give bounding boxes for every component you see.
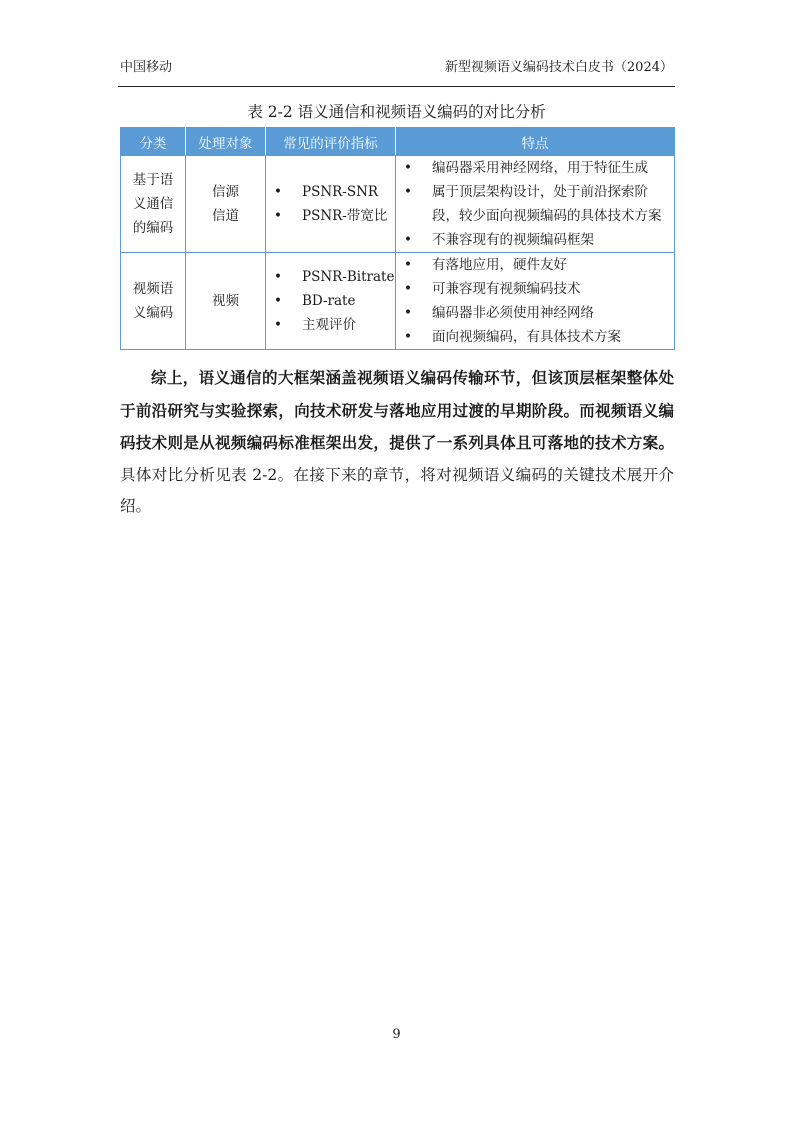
category-line: 义编码 [132, 305, 174, 321]
header-left-text: 中国移动 [120, 60, 173, 75]
object-line: 视频 [212, 293, 239, 309]
metric-item: • PSNR-带宽比 [302, 204, 395, 228]
object-line: 信源 [212, 184, 239, 200]
header-rule [118, 86, 675, 87]
object-line: 信道 [212, 208, 239, 224]
feature-item: • 编码器非必须使用神经网络 [432, 301, 670, 325]
header-right-text: 新型视频语义编码技术白皮书（2024） [444, 60, 673, 75]
summary-paragraph [120, 362, 674, 523]
row-category-cell [121, 156, 186, 253]
metric-item: • PSNR-Bitrate [302, 265, 395, 289]
feature-item: • 属于顶层架构设计，处于前沿探索阶段，较少面向视频编码的具体技术方案 [432, 180, 670, 228]
row-category-cell [121, 253, 186, 350]
table-row [121, 253, 675, 350]
header-features: 特点 [396, 128, 675, 156]
row-features-cell [396, 253, 675, 350]
feature-item: • 不兼容现有的视频编码框架 [432, 228, 670, 252]
header-object: 处理对象 [186, 128, 266, 156]
category-line: 的编码 [132, 220, 174, 236]
metric-item: • PSNR-SNR [302, 180, 395, 204]
row-object-cell [186, 253, 266, 350]
page-number: 9 [392, 1027, 401, 1042]
table-header-row [121, 128, 675, 156]
metric-item: • 主观评价 [302, 313, 395, 337]
category-line: 基于语 [132, 172, 174, 188]
feature-item: • 面向视频编码，有具体技术方案 [432, 325, 670, 349]
summary-normal-text: 具体对比分析见表 2-2。在接下来的章节，将对视频语义编码的关键技术展开介绍。 [120, 465, 674, 515]
header-metrics: 常见的评价指标 [266, 128, 396, 156]
row-metrics-cell [266, 253, 396, 350]
feature-item: • 编码器采用神经网络，用于特征生成 [432, 156, 670, 180]
feature-item: • 可兼容现有视频编码技术 [432, 277, 670, 301]
row-features-cell [396, 156, 675, 253]
category-line: 义通信 [132, 196, 174, 212]
metric-item: • BD-rate [302, 289, 395, 313]
table-row [121, 156, 675, 253]
row-object-cell [186, 156, 266, 253]
category-line: 视频语 [132, 281, 174, 297]
summary-bold-text: 综上，语义通信的大框架涵盖视频语义编码传输环节，但该顶层框架整体处于前沿研究与实验探索，向技术研发与落地应用过渡的早期阶段。而视频语义编码技术则是从视频编码标准框架出发，提供了一系列具体且可落地的技术方案。 [120, 368, 674, 452]
feature-item: • 有落地应用，硬件友好 [432, 253, 670, 277]
comparison-table [120, 127, 675, 350]
table-caption: 表 2-2 语义通信和视频语义编码的对比分析 [247, 103, 546, 121]
header-category: 分类 [121, 128, 186, 156]
row-metrics-cell [266, 156, 396, 253]
